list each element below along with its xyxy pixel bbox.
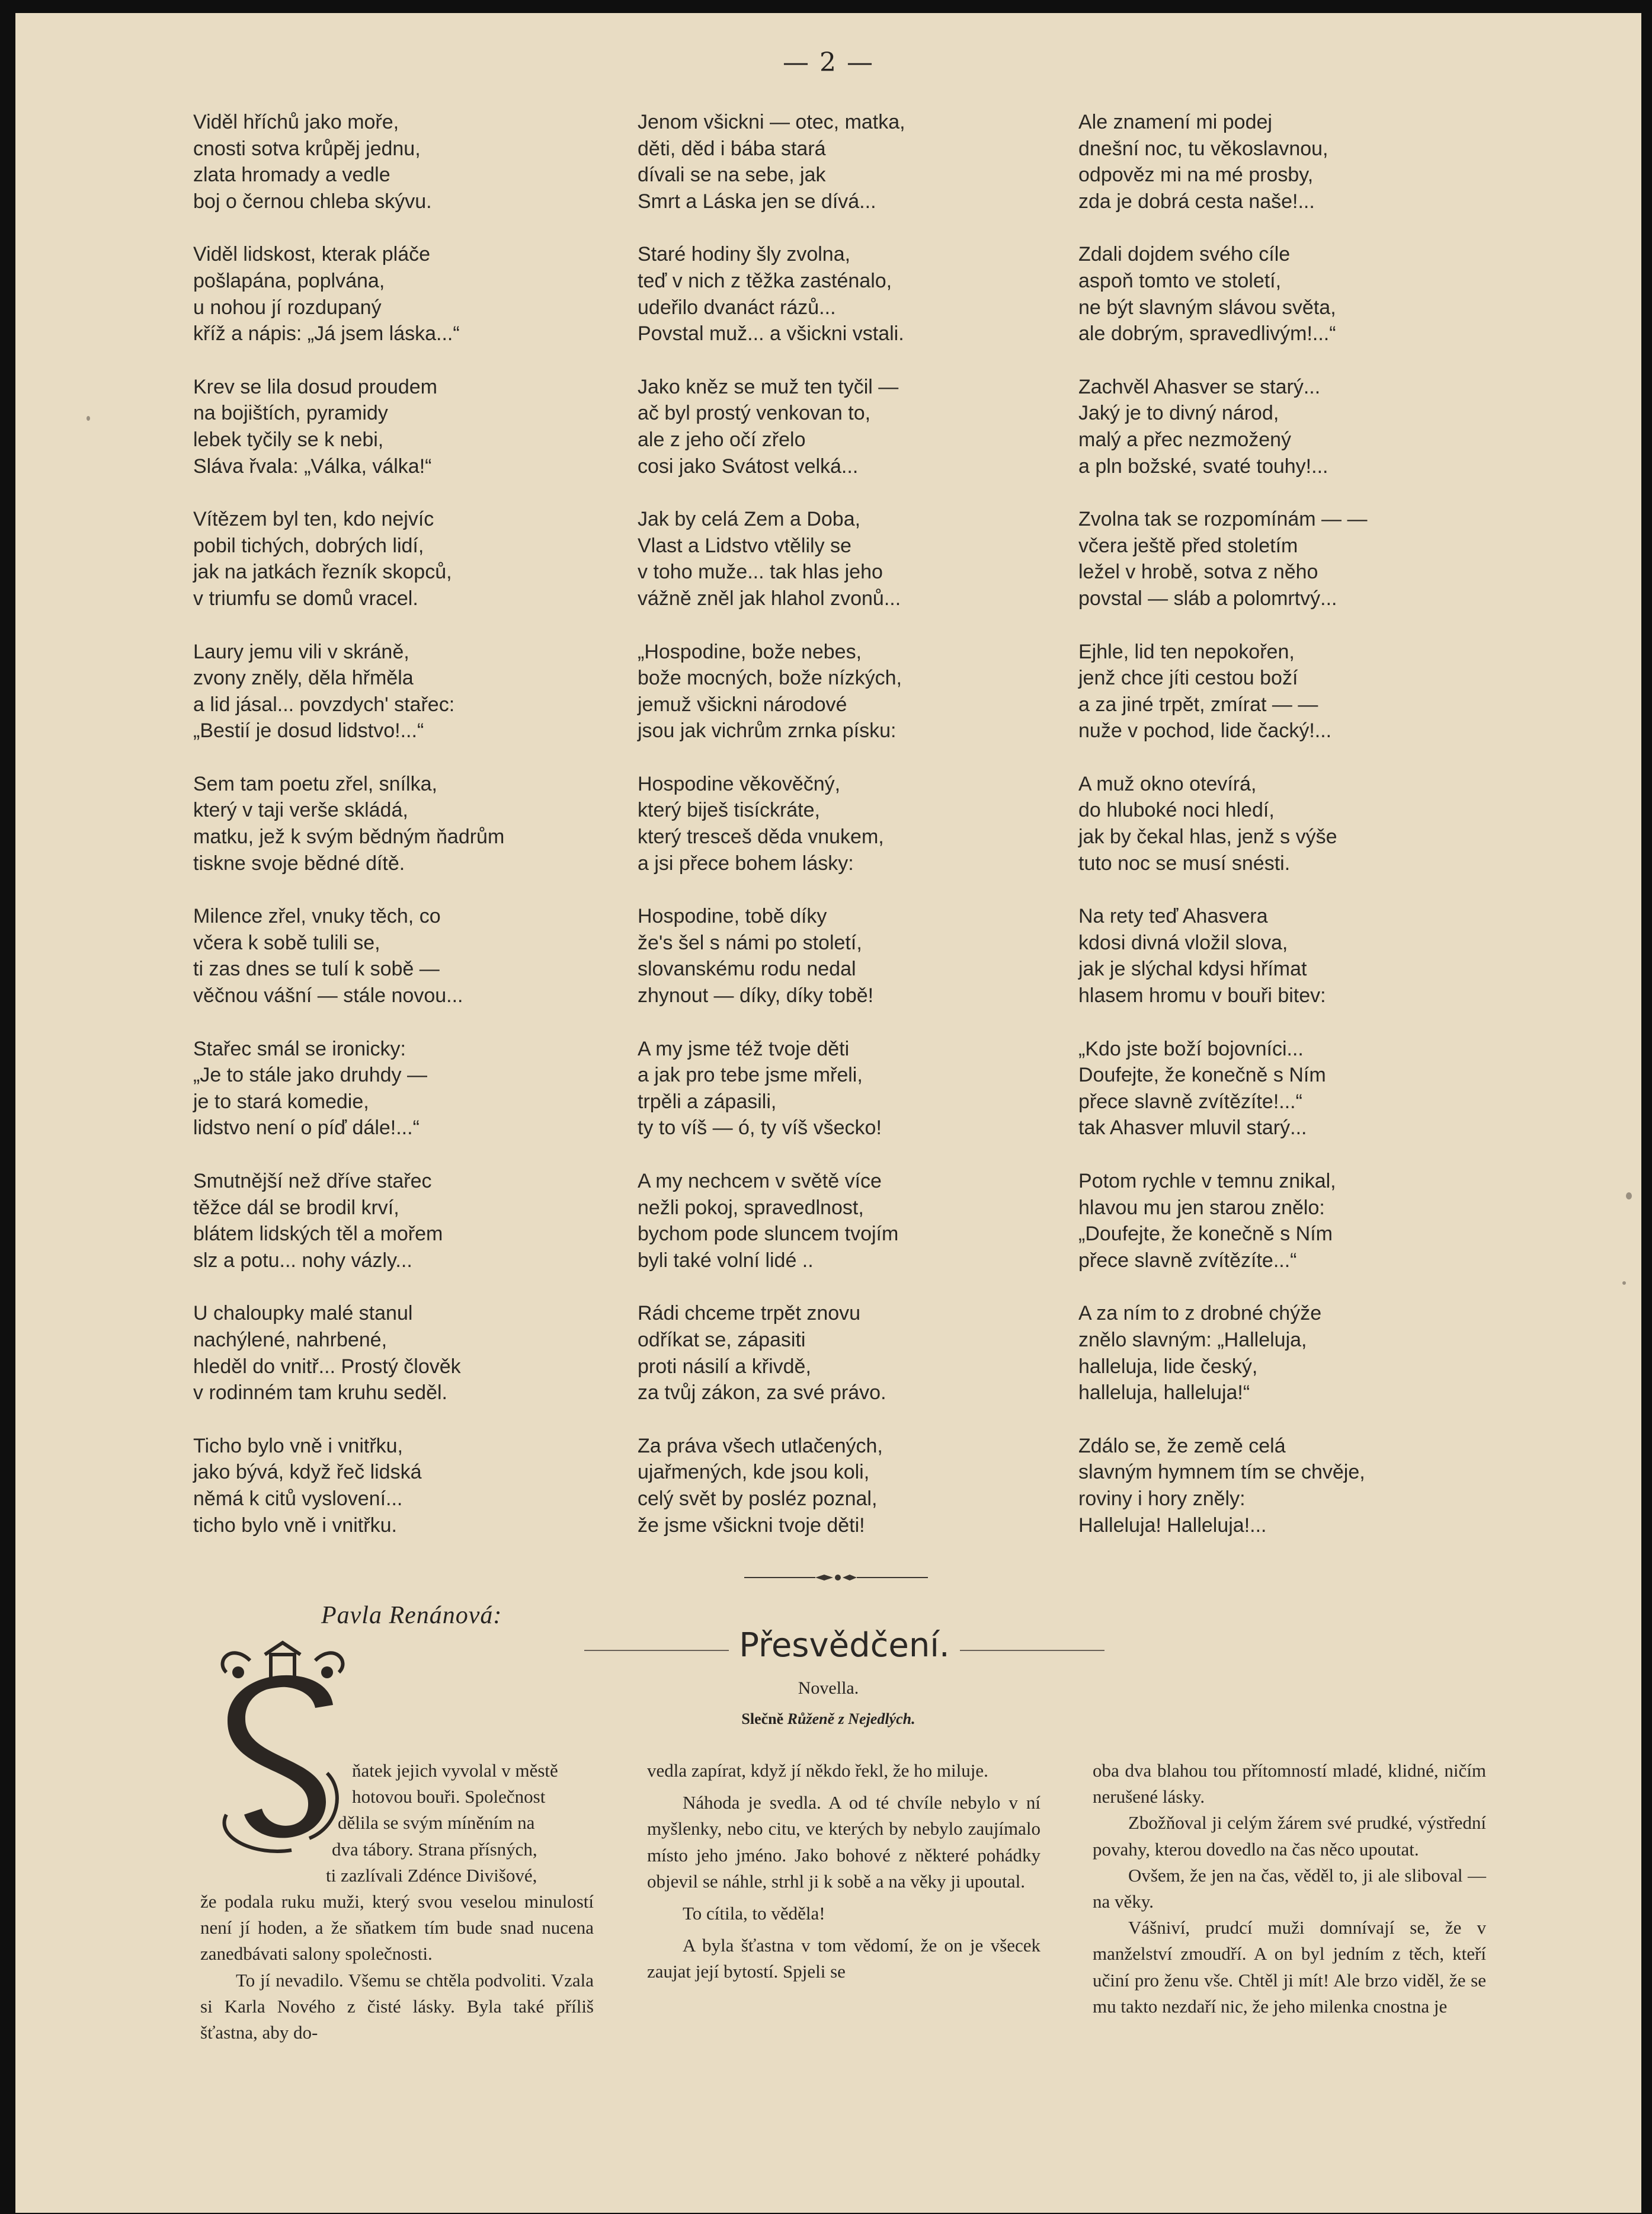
poem-line: Rádi chceme trpět znovu [638, 1302, 861, 1325]
poem-line: jemuž všickni národové [638, 693, 847, 716]
poem-line: a za jiné trpět, zmírat — — [1078, 693, 1318, 716]
poem-line: jak by čekal hlas, jenž s výše [1078, 826, 1337, 849]
title-rule-left [584, 1650, 729, 1651]
poem-stanza [193, 771, 643, 876]
poem-line: a pln božské, svaté touhy!... [1078, 455, 1328, 478]
poem-line: teď v nich z těžka zasténalo, [638, 269, 892, 292]
poem-line: Jenom všickni — otec, matka, [638, 111, 905, 133]
story-paragraph: A byla šťastna v tom vědomí, že on je všecek zaujat její bytostí. Spjeli se [647, 1935, 1040, 1982]
poem-line: Potom rychle v temnu znikal, [1078, 1170, 1336, 1192]
poem-stanza [638, 1300, 1088, 1406]
poem-stanza [638, 1036, 1088, 1141]
poem-line: ticho bylo vně i vnitřku. [193, 1514, 397, 1537]
poem-stanza [1078, 506, 1529, 612]
poem-line: odpověz mi na mé prosby, [1078, 164, 1314, 187]
poem-line: že jsme všickni tvoje děti! [638, 1514, 865, 1537]
paper-speck [1622, 1281, 1626, 1285]
poem-line: dnešní noc, tu věkoslavnou, [1078, 137, 1328, 160]
poem-line: tuto noc se musí snésti. [1078, 852, 1291, 875]
poem-line: Ticho bylo vně i vnitřku, [193, 1434, 403, 1457]
poem-line: slz a potu... nohy vázly... [193, 1249, 412, 1272]
poem-stanza [638, 903, 1088, 1009]
poem-line: že's šel s námi po století, [638, 931, 862, 954]
poem-line: za tvůj zákon, za své právo. [638, 1381, 886, 1404]
poem-line: Povstal muž... a všickni vstali. [638, 322, 904, 345]
poem-stanza [1078, 1168, 1529, 1274]
poem-line: který v taji verše skládá, [193, 799, 408, 822]
poem-line: A my jsme též tvoje děti [638, 1037, 850, 1060]
poem-line: tiskne svoje bědné dítě. [193, 852, 405, 875]
poem-line: nachýlené, nahrbené, [193, 1328, 388, 1351]
poem-line: zvony zněly, děla hřměla [193, 667, 414, 690]
poem-line: slovanskému rodu nedal [638, 958, 856, 981]
poem-line: přece slavně zvítězíte...“ [1078, 1249, 1297, 1272]
poem-stanza [193, 506, 643, 612]
poem-line: Zdálo se, že země celá [1078, 1434, 1286, 1457]
poem-line: aspoň tomto ve století, [1078, 269, 1282, 292]
poem-stanza [193, 374, 643, 479]
poem-line: Ale znamení mi podej [1078, 111, 1272, 133]
poem-stanza [638, 374, 1088, 479]
poem-stanza [638, 109, 1088, 215]
poem-line: „Hospodine, bože nebes, [638, 640, 862, 663]
poem-line: v toho muže... tak hlas jeho [638, 561, 883, 584]
poem-line: ti zas dnes se tulí k sobě — [193, 958, 440, 981]
poem-line: Stařec smál se ironicky: [193, 1037, 406, 1060]
poem-line: lebek tyčily se k nebi, [193, 428, 384, 451]
poem-line: ležel v hrobě, sotva z něho [1078, 561, 1318, 584]
story-paragraph: Ovšem, že jen na čas, věděl to, ji ale sliboval — na věky. [1093, 1864, 1486, 1912]
poem-line: cosi jako Svátost velká... [638, 455, 859, 478]
story-paragraph: Vášniví, prudcí muži domnívají se, že v manželství zmoudří. A on byl jedním z těch, kteří učiní pro ženu vše. Chtěl ji mít! Ale brzo viděl, že se mu takto nezdaří nic, že jeho milenka cnostna je [1093, 1917, 1486, 2017]
poem-line: do hluboké noci hledí, [1078, 799, 1275, 822]
paper-speck [87, 416, 90, 421]
poem-line: zda je dobrá cesta naše!... [1078, 190, 1315, 213]
poem-line: Na rety teď Ahasvera [1078, 905, 1268, 928]
poem-line: hleděl do vnitř... Prostý člověk [193, 1355, 461, 1378]
poem-stanza [638, 1433, 1088, 1538]
poem-line: nežli pokoj, spravedlnost, [638, 1196, 864, 1219]
poem-line: pošlapána, poplvána, [193, 269, 385, 292]
poem-line: proti násilí a křivdě, [638, 1355, 811, 1378]
poem-line: „Bestií je dosud lidstvo!...“ [193, 719, 424, 743]
poem-line: „Je to stále jako druhdy — [193, 1064, 427, 1087]
poem-line: ty to víš — ó, ty víš všecko! [638, 1116, 882, 1140]
poem-stanza [193, 639, 643, 744]
poem-line: ujařmených, kde jsou koli, [638, 1461, 870, 1484]
story-column-3 [1093, 1758, 1486, 2020]
poem-stanza [638, 639, 1088, 744]
poem-line: Za práva všech utlačených, [638, 1434, 883, 1457]
poem-line: halleluja, lide český, [1078, 1355, 1258, 1378]
poem-line: boj o černou chleba skývu. [193, 190, 432, 213]
poem-line: zhynout — díky, díky tobě! [638, 984, 874, 1007]
poem-column-1 [193, 109, 643, 1565]
poem-line: hlasem hromu v bouři bitev: [1078, 984, 1326, 1007]
page-number: — 2 — [783, 47, 874, 78]
poem-line: „Kdo jste boží bojovníci... [1078, 1037, 1304, 1060]
poem-line: Hospodine, tobě díky [638, 905, 827, 928]
initial-line-4: dva tábory. Strana přísných, [332, 1838, 537, 1860]
poem-stanza [193, 1433, 643, 1538]
poem-stanza [1078, 109, 1529, 215]
poem-line: děti, děd i bába stará [638, 137, 826, 160]
poem-line: byli také volní lidé .. [638, 1249, 814, 1272]
poem-line: v triumfu se domů vracel. [193, 587, 418, 610]
poem-stanza [193, 109, 643, 215]
poem-line: na bojištích, pyramidy [193, 402, 388, 425]
poem-stanza [193, 1036, 643, 1141]
poem-line: Jak by celá Zem a Doba, [638, 508, 861, 531]
poem-line: který biješ tisíckráte, [638, 799, 820, 822]
poem-line: lidstvo není o píď dále!...“ [193, 1116, 420, 1140]
poem-line: slavným hymnem tím se chvěje, [1078, 1461, 1365, 1484]
poem-line: Sem tam poetu zřel, snílka, [193, 772, 437, 795]
poem-line: přece slavně zvítězíte!...“ [1078, 1090, 1302, 1113]
poem-line: zlata hromady a vedle [193, 164, 390, 187]
poem-stanza [193, 1300, 643, 1406]
poem-line: Zvolna tak se rozpomínám — — [1078, 508, 1368, 531]
story-author: Pavla Renánová: [321, 1602, 502, 1629]
poem-stanza [1078, 771, 1529, 876]
poem-column-2 [638, 109, 1088, 1565]
poem-line: tak Ahasver mluvil starý... [1078, 1116, 1307, 1140]
story-subtitle: Novella. [798, 1678, 859, 1698]
poem-line: těžce dál se brodil krví, [193, 1196, 399, 1219]
story-paragraph: To jí nevadilo. Všemu se chtěla podvoliti. Vzala si Karla Nového z čisté lásky. Byla také příliš šťastna, aby do- [200, 1969, 594, 2043]
poem-stanza [193, 241, 643, 347]
poem-stanza [1078, 374, 1529, 479]
poem-line: znělo slavným: „Halleluja, [1078, 1328, 1307, 1351]
poem-line: Ejhle, lid ten nepokořen, [1078, 640, 1295, 663]
poem-line: pobil tichých, dobrých lidí, [193, 534, 424, 557]
story-paragraph: oba dva blahou tou přítomností mladé, klidné, ničím nerušené lásky. [1093, 1760, 1486, 1807]
poem-stanza [193, 1168, 643, 1274]
story-paragraph: že podala ruku muži, který svou veselou minulostí není jí hoden, a že sňatkem tím bude snad nucena zanedbávati salony společnosti. [200, 1891, 594, 1965]
poem-line: Zachvěl Ahasver se starý... [1078, 375, 1321, 398]
poem-line: u nohou jí rozdupaný [193, 296, 382, 319]
dedication-name: Růženě z Nejedlých. [787, 1710, 915, 1727]
poem-line: Smrt a Láska jen se dívá... [638, 190, 876, 213]
poem-line: jsou jak vichrům zrnka písku: [638, 719, 897, 743]
poem-line: A muž okno otevírá, [1078, 772, 1257, 795]
poem-line: jenž chce jíti cestou boží [1078, 667, 1298, 690]
poem-line: ač byl prostý venkovan to, [638, 402, 871, 425]
poem-line: odříkat se, zápasiti [638, 1328, 806, 1351]
poem-line: Staré hodiny šly zvolna, [638, 243, 851, 266]
poem-line: dívali se na sebe, jak [638, 164, 826, 187]
poem-line: ale z jeho očí zřelo [638, 428, 806, 451]
poem-line: a jak pro tebe jsme mřeli, [638, 1064, 863, 1087]
poem-line: hlavou mu jen starou znělo: [1078, 1196, 1325, 1219]
poem-line: cnosti sotva krůpěj jednu, [193, 137, 421, 160]
poem-stanza [1078, 903, 1529, 1009]
poem-line: matku, jež k svým bědným ňadrům [193, 826, 505, 849]
poem-line: Jaký je to divný národ, [1078, 402, 1279, 425]
poem-line: udeřilo dvanáct rázů... [638, 296, 836, 319]
poem-line: je to stará komedie, [193, 1090, 369, 1113]
story-paragraph: Zbožňoval ji celým žárem své prudké, výstřední povahy, kterou dovedlo na čas něco upoutat. [1093, 1812, 1486, 1860]
initial-line-1: ňatek jejich vyvolal v městě [352, 1760, 558, 1781]
poem-line: kdosi divná vložil slova, [1078, 931, 1288, 954]
poem-stanza [638, 1168, 1088, 1274]
poem-line: roviny i hory zněly: [1078, 1487, 1246, 1510]
poem-line: Viděl hříchů jako moře, [193, 111, 399, 133]
poem-stanza [1078, 1433, 1529, 1538]
initial-line-5: ti zazlívali Zdénce Divišové, [326, 1864, 537, 1886]
poem-line: bychom pode sluncem tvojím [638, 1223, 899, 1246]
poem-line: němá k citů vyslovení... [193, 1487, 403, 1510]
poem-line: Jako kněz se muž ten tyčil — [638, 375, 899, 398]
poem-line: halleluja, halleluja!“ [1078, 1381, 1250, 1404]
poem-line: U chaloupky malé stanul [193, 1302, 413, 1325]
poem-stanza [1078, 1300, 1529, 1406]
poem-line: který tresceš děda vnukem, [638, 826, 884, 849]
poem-stanza [1078, 241, 1529, 347]
poem-line: Krev se lila dosud proudem [193, 375, 438, 398]
poem-line: Halleluja! Halleluja!... [1078, 1514, 1267, 1537]
story-paragraph: To cítila, to věděla! [683, 1903, 825, 1924]
poem-stanza [1078, 639, 1529, 744]
story-paragraph: Náhoda je svedla. A od té chvíle nebylo v ní myšlenky, nebo citu, ve kterých by nebylo zaujímalo místo jeho jméno. Jako bohové z některé pohádky objevil se náhle, strhl ji k sobě a na věky ji upoutal. [647, 1792, 1040, 1892]
poem-line: Zdali dojdem svého cíle [1078, 243, 1291, 266]
poem-column-3 [1078, 109, 1529, 1565]
poem-line: Viděl lidskost, kterak pláče [193, 243, 431, 266]
poem-line: včera k sobě tulili se, [193, 931, 380, 954]
newspaper-page [15, 13, 1641, 2213]
poem-stanza [193, 903, 643, 1009]
poem-line: ale dobrým, spravedlivým!...“ [1078, 322, 1336, 345]
poem-line: A my nechcem v světě více [638, 1170, 882, 1192]
poem-stanza [638, 771, 1088, 876]
poem-stanza [638, 241, 1088, 347]
poem-line: v rodinném tam kruhu seděl. [193, 1381, 447, 1404]
poem-line: malý a přec nezmožený [1078, 428, 1292, 451]
poem-line: ne být slavným slávou světa, [1078, 296, 1336, 319]
poem-line: a lid jásal... povzdych' stařec: [193, 693, 455, 716]
poem-line: jako bývá, když řeč lidská [193, 1461, 422, 1484]
poem-line: Vlast a Lidstvo vtělily se [638, 534, 851, 557]
poem-line: nuže v pochod, lide čacký!... [1078, 719, 1332, 743]
initial-line-2: hotovou bouři. Společnost [352, 1786, 546, 1807]
poem-line: celý svět by posléz poznal, [638, 1487, 878, 1510]
poem-line: věčnou vášní — stále novou... [193, 984, 463, 1007]
dedication-prefix: Slečně [741, 1710, 784, 1727]
story-column-2 [647, 1758, 1040, 1985]
poem-line: A za ním to z drobné chýže [1078, 1302, 1322, 1325]
poem-line: a jsi přece bohem lásky: [638, 852, 854, 875]
poem-line: Doufejte, že konečně s Ním [1078, 1064, 1326, 1087]
poem-line: Sláva řvala: „Válka, válka!“ [193, 455, 432, 478]
poem-line: „Doufejte, že konečně s Ním [1078, 1223, 1333, 1246]
poem-line: kříž a nápis: „Já jsem láska...“ [193, 322, 460, 345]
poem-line: Hospodine věkověčný, [638, 772, 841, 795]
story-column-1 [200, 1758, 594, 2046]
story-paragraph: vedla zapírat, když jí někdo řekl, že ho miluje. [647, 1760, 988, 1781]
poem-line: Smutnější než dříve stařec [193, 1170, 432, 1192]
poem-line: bože mocných, bože nízkých, [638, 667, 902, 690]
poem-line: Milence zřel, vnuky těch, co [193, 905, 441, 928]
poem-line: blátem lidských těl a mořem [193, 1223, 443, 1246]
poem-line: Vítězem byl ten, kdo nejvíc [193, 508, 434, 531]
decorative-divider-icon [744, 1572, 928, 1583]
paper-speck [1626, 1192, 1632, 1199]
poem-line: vážně zněl jak hlahol zvonů... [638, 587, 901, 610]
poem-line: včera ještě před stoletím [1078, 534, 1298, 557]
poem-line: jak na jatkách řezník skopců, [193, 561, 452, 584]
poem-line: Laury jemu vili v skráně, [193, 640, 409, 663]
title-rule-right [960, 1650, 1104, 1651]
poem-stanza [638, 506, 1088, 612]
poem-stanza [1078, 1036, 1529, 1141]
story-title: Přesvědčení. [739, 1626, 950, 1665]
poem-line: povstal — sláb a polomrtvý... [1078, 587, 1337, 610]
poem-line: jak je slýchal kdysi hřímat [1078, 958, 1307, 981]
initial-line-3: dělila se svým míněním na [338, 1812, 535, 1834]
poem-line: trpěli a zápasili, [638, 1090, 777, 1113]
